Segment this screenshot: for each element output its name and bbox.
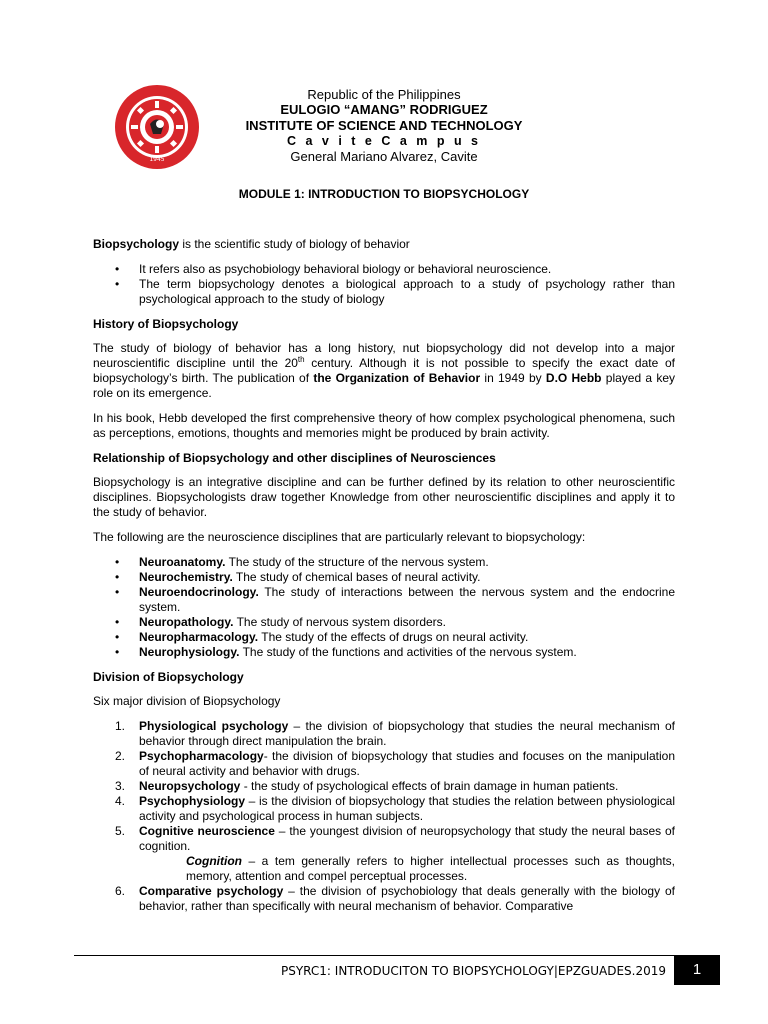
header-institution-line2: INSTITUTE OF SCIENCE AND TECHNOLOGY <box>245 118 523 133</box>
history-paragraph-1: The study of biology of behavior has a long history, nut biopsychology did not develop into a major neuroscientific discipline until the 20th century. Although it is not possible to specify the exact date of biopsychology’s birth. The publication of the Organization of Behavior in 1949 by D.O Hebb played a key role on its emergence. <box>93 341 676 400</box>
list-item: 4. Psychophysiology – is the division of biopsychology that studies the relation between physiological activity and psychological process in human subjects. <box>115 794 675 823</box>
list-item: • Neuroendocrinology. The study of interactions between the nervous system and the endocrine system. <box>115 585 675 614</box>
bullet-icon: • <box>115 615 120 629</box>
list-item: 3. Neuropsychology - the study of psychological effects of brain damage in human patients. <box>115 779 619 793</box>
relationship-heading: Relationship of Biopsychology and other disciplines of Neurosciences <box>93 451 496 465</box>
header-location: General Mariano Alvarez, Cavite <box>290 149 478 164</box>
list-item: • The term biopsychology denotes a biological approach to a study of psychology rather than psychological approach to the study of biology <box>115 277 675 306</box>
header-campus: C a v i t e C a m p u s <box>286 134 482 148</box>
institution-seal-logo <box>114 84 200 170</box>
bullet-icon: • <box>115 555 120 569</box>
bullet-icon: • <box>115 277 120 291</box>
list-item: • Neurochemistry. The study of chemical bases of neural activity. <box>115 570 481 584</box>
bullet-icon: • <box>115 262 120 276</box>
intro-definition: Biopsychology is the scientific study of biology of behavior <box>93 237 410 251</box>
list-item: • Neuropathology. The study of nervous system disorders. <box>115 615 446 629</box>
header-institution-line1: EULOGIO “AMANG” RODRIGUEZ <box>280 102 488 117</box>
header-republic: Republic of the Philippines <box>307 87 461 102</box>
footer-text: PSYRC1: INTRODUCITON TO BIOPSYCHOLOGY|EPZGUADES.2019 <box>280 964 666 978</box>
division-intro: Six major division of Biopsychology <box>93 694 281 708</box>
bullet-icon: • <box>115 645 120 659</box>
module-title: MODULE 1: INTRODUCTION TO BIOPSYCHOLOGY <box>238 187 530 201</box>
list-item: 2. Psychopharmacology- the division of biopsychology that studies and focuses on the manipulation of neural activity and behavior with drugs. <box>115 749 675 778</box>
division-list <box>93 719 675 914</box>
bullet-icon: • <box>115 585 120 599</box>
bullet-icon: • <box>115 630 120 644</box>
footer-divider <box>74 955 720 956</box>
relationship-paragraph-2: The following are the neuroscience disciplines that are particularly relevant to biopsychology: <box>93 530 586 544</box>
relationship-paragraph-1: Biopsychology is an integrative discipline and can be further defined by its relation to other neuroscientific disciplines. Biopsychologists draw together Knowledge from other neuroscientific disciplines and apply it to the study of behavior. <box>93 475 675 519</box>
list-item: 1. Physiological psychology – the division of biopsychology that studies the neural mechanism of behavior through direct manipulation the brain. <box>115 719 675 748</box>
list-item: • Neuropharmacology. The study of the effects of drugs on neural activity. <box>115 630 529 644</box>
bullet-icon: • <box>115 570 120 584</box>
document-body <box>93 237 675 914</box>
list-item: 6. Comparative psychology – the division of psychobiology that deals generally with the biology of behavior, rather than specifically with neural mechanism of behavior. Comparative <box>115 884 675 913</box>
history-paragraph-2: In his book, Hebb developed the first comprehensive theory of how complex psychological phenomena, such as perceptions, emotions, thoughts and memories might be produced by brain activity. <box>93 411 675 440</box>
page-number: 1 <box>674 955 720 985</box>
list-item: • Neuroanatomy. The study of the structure of the nervous system. <box>115 555 489 569</box>
cognition-note: Cognition – a tem generally refers to higher intellectual processes such as thoughts, memory, attention and compel perceptual processes. <box>186 854 675 883</box>
svg-text:1945: 1945 <box>149 156 165 163</box>
history-heading: History of Biopsychology <box>93 317 239 331</box>
division-heading: Division of Biopsychology <box>93 670 244 684</box>
disciplines-list <box>93 555 675 660</box>
intro-bullet-list <box>93 262 675 307</box>
list-item: • It refers also as psychobiology behavioral biology or behavioral neuroscience. <box>115 262 552 276</box>
list-item: 5. Cognitive neuroscience – the youngest division of neuropsychology that study the neural bases of cognition. Cognition – a tem generally refers to higher intellectual processes such as thoughts, memory, attention and compel perceptual processes. <box>115 824 675 883</box>
list-item: • Neurophysiology. The study of the functions and activities of the nervous system. <box>115 645 577 659</box>
intro-term: Biopsychology <box>93 237 180 251</box>
